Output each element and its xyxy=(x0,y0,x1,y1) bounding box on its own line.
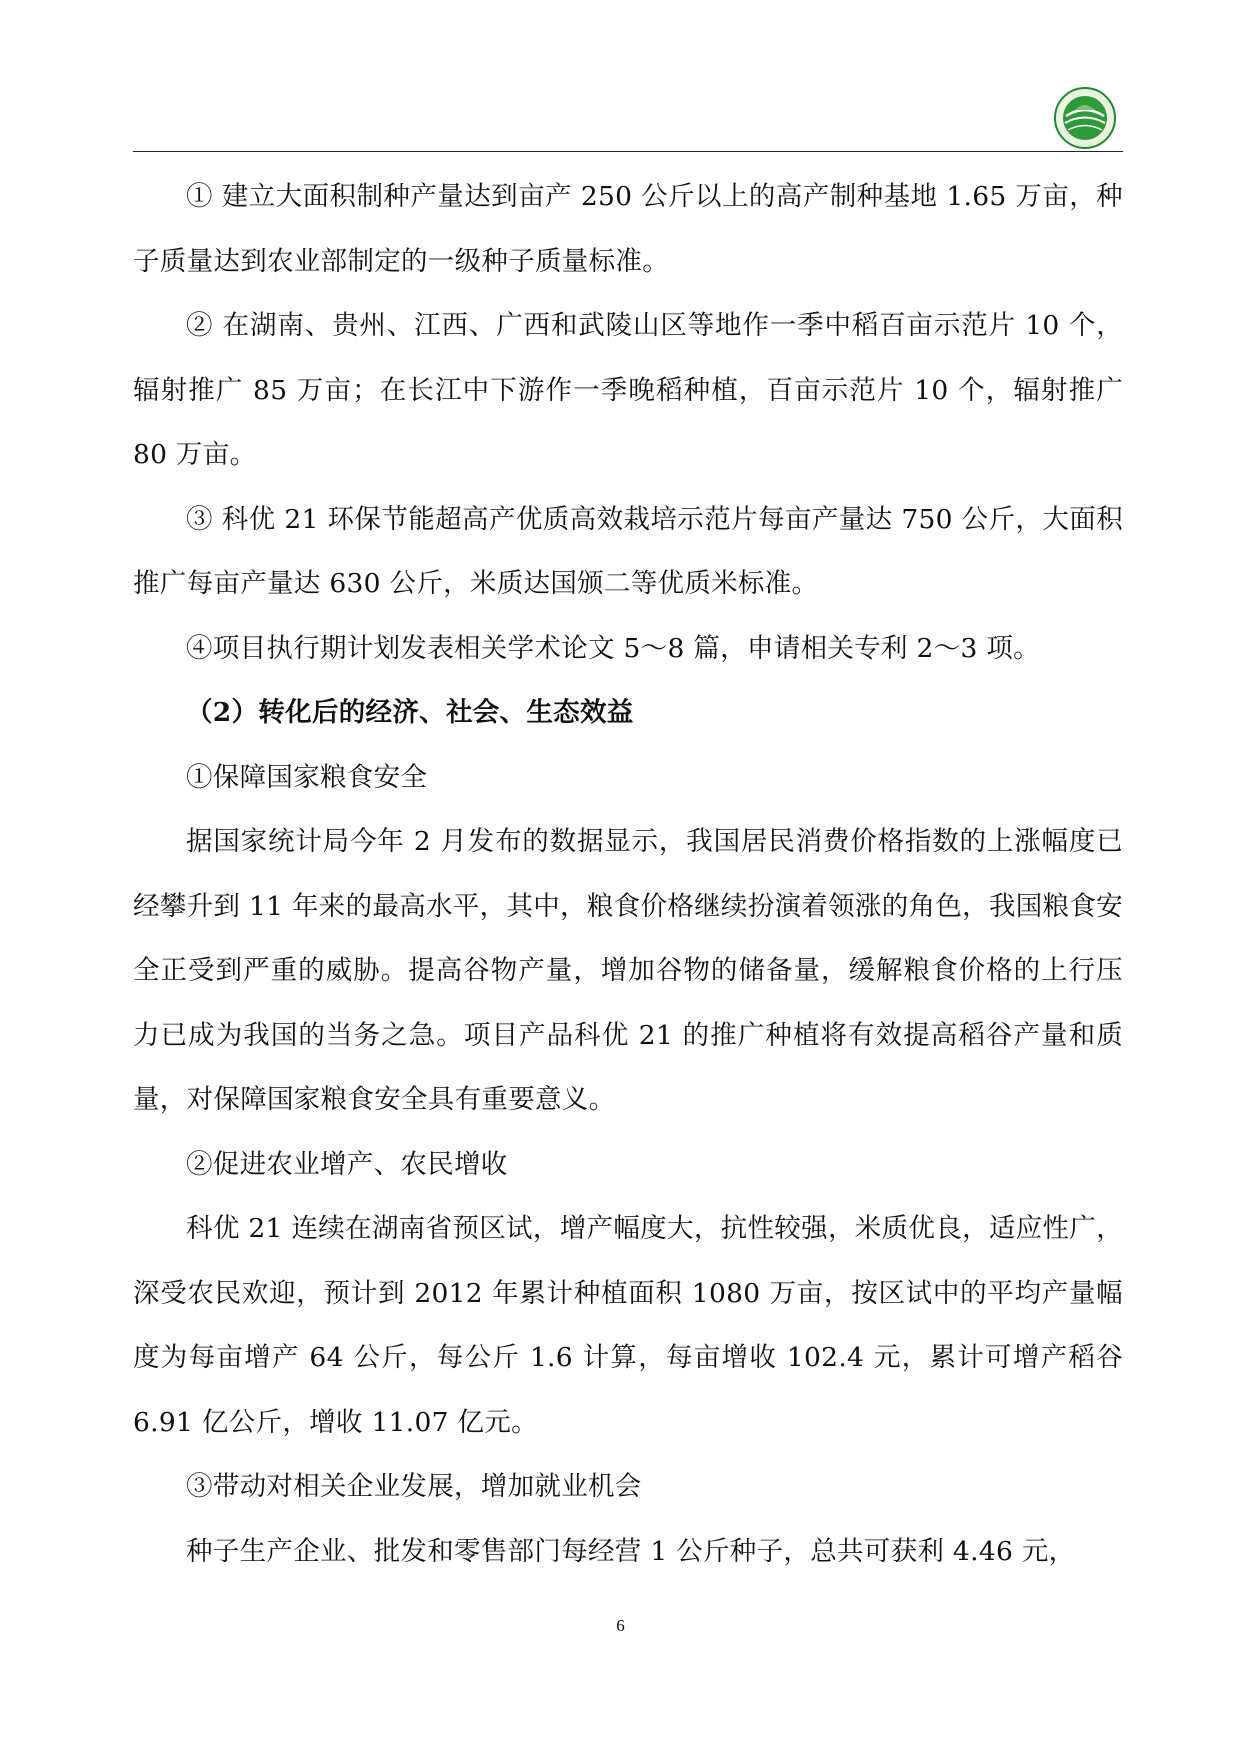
paragraph-goal-3: ③ 科优 21 环保节能超高产优质高效栽培示范片每亩产量达 750 公斤，大面积推广每亩产量达 630 公斤，米质达国颁二等优质米标准。 xyxy=(133,503,1123,599)
page-number: 6 xyxy=(616,1616,625,1635)
paragraph-goal-1: ① 建立大面积制种产量达到亩产 250 公斤以上的高产制种基地 1.65 万亩，种子质量达到农业部制定的一级种子质量标准。 xyxy=(133,181,1123,277)
paragraph-goal-4: ④项目执行期计划发表相关学术论文 5～8 篇，申请相关专利 2～3 项。 xyxy=(186,632,1040,664)
paragraph-goal-2: ② 在湖南、贵州、江西、广西和武陵山区等地作一季中稻百亩示范片 10 个，辐射推广 85 万亩；在长江中下游作一季晚稻种植，百亩示范片 10 个，辐射推广 80 万亩。 xyxy=(133,310,1123,470)
paragraph-farm-income: 科优 21 连续在湖南省预区试，增产幅度大，抗性较强，米质优良，适应性广，深受农民欢迎，预计到 2012 年累计种植面积 1080 万亩，按区试中的平均产量幅度为每亩增产 64 公斤，每公斤 1.6 计算，每亩增收 102.4 元，累计可增产稻谷 6.91 亿公斤，增收 11.07 亿元。 xyxy=(133,1213,1123,1438)
green-globe-logo-icon xyxy=(1053,86,1117,150)
subheading-employment: ③带动对相关企业发展，增加就业机会 xyxy=(186,1471,642,1502)
document-body xyxy=(133,165,1123,1584)
subheading-farm-income: ②促进农业增产、农民增收 xyxy=(186,1148,508,1180)
subheading-food-security: ①保障国家粮食安全 xyxy=(186,761,428,793)
header-rule xyxy=(133,151,1123,152)
paragraph-food-security: 据国家统计局今年 2 月发布的数据显示，我国居民消费价格指数的上涨幅度已经攀升到 11 年来的最高水平，其中，粮食价格继续扮演着领涨的角色，我国粮食安全正受到严重的威胁。提高谷物产量，增加谷物的储备量，缓解粮食价格的上行压力已成为我国的当务之急。项目产品科优 21 的推广种植将有效提高稻谷产量和质量，对保障国家粮食安全具有重要意义。 xyxy=(133,826,1123,1115)
paragraph-employment: 种子生产企业、批发和零售部门每经营 1 公斤种子，总共可获利 4.46 元， xyxy=(186,1535,1076,1567)
section-heading: （2）转化后的经济、社会、生态效益 xyxy=(186,697,634,728)
